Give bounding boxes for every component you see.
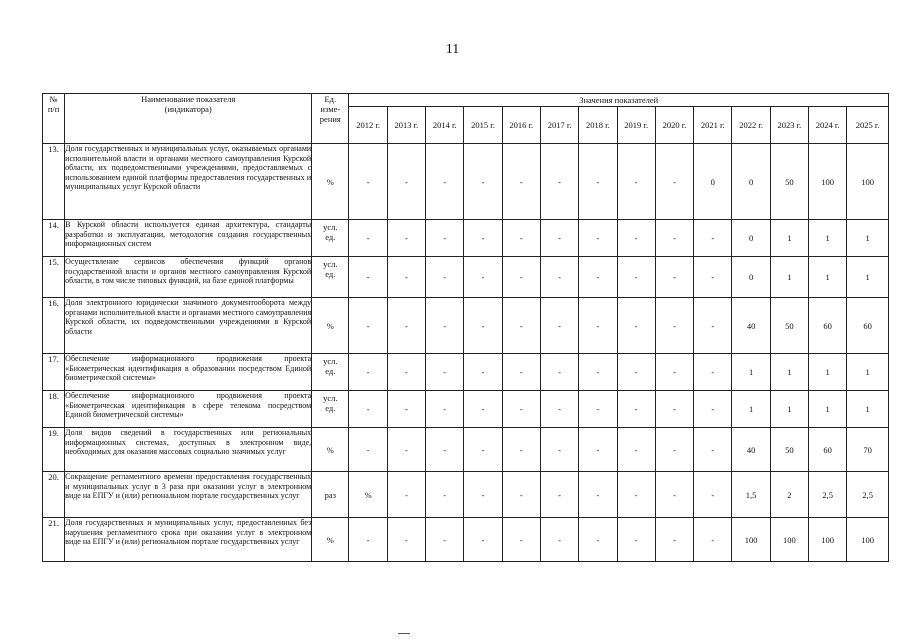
table-row (43, 220, 889, 257)
table-row (43, 354, 889, 391)
indicator-value: - (655, 428, 693, 472)
indicator-value: 1 (809, 354, 847, 391)
indicator-value: 60 (809, 298, 847, 354)
indicator-name: Осуществление сервисов обеспечения функций органов государственной власти и органов местного самоуправления Курской области, в том числе типовых функций, на базе единой платформы (65, 257, 312, 298)
header-year: 2012 г. (349, 107, 387, 144)
indicator-value: 0 (732, 144, 770, 220)
indicator-value: - (579, 144, 617, 220)
indicator-value: % (349, 472, 387, 518)
indicator-value: - (579, 354, 617, 391)
indicator-name: Доля государственных и муниципальных услуг, оказываемых органами исполнительной власти и органами местного самоуправления Курской области, их подведомственными учреждениями, предоставляемых с использованием единой платформы предоставления государственных и муниципальных услуг Курской области (65, 144, 312, 220)
indicator-value: - (349, 428, 387, 472)
row-number: 18. (43, 391, 65, 428)
unit-of-measure: % (312, 298, 349, 354)
indicator-value: - (655, 144, 693, 220)
indicator-value: - (655, 472, 693, 518)
unit-of-measure: раз (312, 472, 349, 518)
header-year: 2021 г. (694, 107, 732, 144)
indicator-value: 50 (770, 298, 808, 354)
row-number: 19. (43, 428, 65, 472)
indicator-value: 1 (847, 220, 889, 257)
indicator-value: - (617, 472, 655, 518)
indicator-value: - (540, 472, 578, 518)
indicator-value: - (540, 298, 578, 354)
indicator-value: 2,5 (847, 472, 889, 518)
indicator-value: 0 (732, 220, 770, 257)
table-row (43, 518, 889, 562)
indicator-name: Доля электронного юридически значимого документооборота между органами исполнительной власти и органами местного самоуправления Курской области, их подведомственными учреждениями в Курской области (65, 298, 312, 354)
indicator-value: - (349, 298, 387, 354)
header-year: 2022 г. (732, 107, 770, 144)
indicator-value: - (387, 144, 425, 220)
indicator-value: - (387, 257, 425, 298)
indicator-value: - (540, 220, 578, 257)
indicator-value: - (655, 354, 693, 391)
indicator-value: - (349, 220, 387, 257)
indicator-value: 1 (847, 391, 889, 428)
indicator-value: - (426, 428, 464, 472)
indicator-value: - (694, 391, 732, 428)
indicator-value: - (387, 472, 425, 518)
indicator-value: - (617, 518, 655, 562)
indicator-value: - (502, 472, 540, 518)
indicator-value: - (655, 298, 693, 354)
indicator-value: 1 (732, 391, 770, 428)
indicator-value: - (387, 428, 425, 472)
unit-of-measure: % (312, 518, 349, 562)
header-name-label: Наименование показателя (индикатора) (141, 94, 236, 114)
indicator-value: - (349, 518, 387, 562)
header-year: 2025 г. (847, 107, 889, 144)
indicator-value: - (655, 518, 693, 562)
indicator-value: - (464, 428, 502, 472)
row-number: 13. (43, 144, 65, 220)
indicator-value: - (617, 354, 655, 391)
row-number: 17. (43, 354, 65, 391)
indicator-value: - (502, 298, 540, 354)
header-year: 2024 г. (809, 107, 847, 144)
indicator-value: 1 (809, 257, 847, 298)
indicator-name: Обеспечение информационного продвижения проекта «Биометрическая идентификация в образовании посредством Единой биометрической системы» (65, 354, 312, 391)
indicator-name: Сокращение регламентного времени предоставления государственных и муниципальных услуг в 3 раза при оказании услуг в электронном виде на ЕПГУ и (или) региональном портале государственных услуг (65, 472, 312, 518)
header-name (65, 94, 312, 144)
indicator-value: - (426, 391, 464, 428)
header-year: 2020 г. (655, 107, 693, 144)
indicator-name: Обеспечение информационного продвижения проекта «Биометрическая идентификация в сфере телекома посредством Единой биометрической системы» (65, 391, 312, 428)
header-year: 2015 г. (464, 107, 502, 144)
indicator-value: 50 (770, 144, 808, 220)
indicator-value: - (694, 472, 732, 518)
indicator-value: 2 (770, 472, 808, 518)
indicator-value: - (426, 257, 464, 298)
header-values-title: Значения показателей (349, 94, 889, 107)
indicator-value: - (540, 391, 578, 428)
indicator-value: 100 (847, 518, 889, 562)
indicator-value: 1 (809, 391, 847, 428)
header-year: 2014 г. (426, 107, 464, 144)
header-year: 2023 г. (770, 107, 808, 144)
indicator-value: - (387, 518, 425, 562)
indicator-value: - (426, 518, 464, 562)
indicator-value: 1,5 (732, 472, 770, 518)
indicator-value: - (617, 257, 655, 298)
unit-of-measure: усл. ед. (312, 220, 349, 257)
indicator-value: - (540, 354, 578, 391)
indicator-value: 1 (809, 220, 847, 257)
row-number: 14. (43, 220, 65, 257)
indicator-value: 40 (732, 298, 770, 354)
indicator-value: 100 (847, 144, 889, 220)
header-year: 2013 г. (387, 107, 425, 144)
indicator-value: 1 (770, 391, 808, 428)
table-row (43, 144, 889, 220)
indicator-value: - (387, 298, 425, 354)
indicator-value: - (694, 354, 732, 391)
indicator-value: 70 (847, 428, 889, 472)
indicator-value: - (349, 257, 387, 298)
indicator-value: 1 (847, 257, 889, 298)
indicator-value: - (694, 518, 732, 562)
indicator-value: - (694, 298, 732, 354)
indicator-value: - (617, 428, 655, 472)
indicator-value: 40 (732, 428, 770, 472)
indicator-value: - (502, 391, 540, 428)
indicator-value: 50 (770, 428, 808, 472)
indicator-value: - (694, 428, 732, 472)
indicator-value: - (464, 220, 502, 257)
indicator-value: 1 (770, 257, 808, 298)
header-row-top (43, 94, 889, 107)
indicator-value: - (502, 428, 540, 472)
indicator-name: В Курской области используется единая архитектура, стандарты разработки и эксплуатации, методология создания государственных информационных систем (65, 220, 312, 257)
indicator-value: - (502, 354, 540, 391)
indicator-value: - (426, 298, 464, 354)
header-year: 2016 г. (502, 107, 540, 144)
row-number: 16. (43, 298, 65, 354)
indicator-value: 100 (809, 144, 847, 220)
indicator-value: - (579, 472, 617, 518)
unit-of-measure: усл. ед. (312, 391, 349, 428)
row-number: 20. (43, 472, 65, 518)
indicator-value: - (464, 257, 502, 298)
row-number: 15. (43, 257, 65, 298)
indicator-value: - (502, 518, 540, 562)
indicator-value: - (579, 518, 617, 562)
header-year: 2019 г. (617, 107, 655, 144)
indicator-value: - (617, 391, 655, 428)
header-num-label: № п/п (47, 94, 60, 114)
row-number: 21. (43, 518, 65, 562)
indicator-value: 0 (694, 144, 732, 220)
indicator-value: - (655, 257, 693, 298)
indicator-value: - (617, 144, 655, 220)
indicator-value: 100 (770, 518, 808, 562)
indicator-value: - (426, 472, 464, 518)
indicator-value: - (579, 298, 617, 354)
indicator-value: - (579, 391, 617, 428)
indicator-value: - (655, 391, 693, 428)
indicator-value: - (349, 144, 387, 220)
indicator-value: - (387, 220, 425, 257)
indicator-value: - (540, 257, 578, 298)
indicator-value: - (426, 144, 464, 220)
indicator-value: - (464, 518, 502, 562)
header-unit-label: Ед. изме- рения (319, 94, 341, 124)
indicator-value: 1 (732, 354, 770, 391)
table-body (43, 144, 889, 562)
indicator-value: - (387, 354, 425, 391)
table-row (43, 472, 889, 518)
indicator-value: - (464, 391, 502, 428)
table-row (43, 391, 889, 428)
indicator-value: - (694, 220, 732, 257)
indicator-value: - (694, 257, 732, 298)
header-unit (312, 94, 349, 144)
indicator-value: - (464, 472, 502, 518)
indicator-value: - (349, 391, 387, 428)
indicator-value: - (617, 220, 655, 257)
indicator-value: - (387, 391, 425, 428)
indicator-value: - (464, 298, 502, 354)
indicator-value: - (502, 220, 540, 257)
table-row (43, 257, 889, 298)
indicator-value: 100 (809, 518, 847, 562)
indicator-value: 60 (847, 298, 889, 354)
table-row (43, 298, 889, 354)
indicator-value: - (464, 144, 502, 220)
indicator-value: - (426, 220, 464, 257)
header-year: 2017 г. (540, 107, 578, 144)
indicator-value: 1 (847, 354, 889, 391)
indicator-value: 1 (770, 354, 808, 391)
unit-of-measure: % (312, 144, 349, 220)
indicator-value: - (464, 354, 502, 391)
scan-mark (398, 633, 410, 634)
indicator-value: - (540, 518, 578, 562)
indicator-value: 1 (770, 220, 808, 257)
page-number: 11 (445, 42, 460, 57)
header-num (43, 94, 65, 144)
indicator-value: - (502, 144, 540, 220)
header-year: 2018 г. (579, 107, 617, 144)
indicator-value: - (579, 220, 617, 257)
indicator-name: Доля видов сведений в государственных или региональных информационных системах, доступных в электронном виде, необходимых для оказания массовых социально значимых услуг (65, 428, 312, 472)
indicator-name: Доля государственных и муниципальных услуг, предоставленных без нарушения регламентного срока при оказании услуг в электронном виде на ЕПГУ и (или) региональном портале государственных услуг (65, 518, 312, 562)
indicator-value: 60 (809, 428, 847, 472)
indicator-value: - (349, 354, 387, 391)
indicator-value: - (579, 428, 617, 472)
indicator-value: 2,5 (809, 472, 847, 518)
unit-of-measure: усл. ед. (312, 257, 349, 298)
indicator-value: - (617, 298, 655, 354)
unit-of-measure: % (312, 428, 349, 472)
indicator-value: - (655, 220, 693, 257)
indicator-value: - (579, 257, 617, 298)
indicator-value: 100 (732, 518, 770, 562)
indicators-table (42, 93, 889, 562)
indicator-value: - (540, 144, 578, 220)
table-row (43, 428, 889, 472)
indicator-value: - (540, 428, 578, 472)
indicator-value: - (426, 354, 464, 391)
unit-of-measure: усл. ед. (312, 354, 349, 391)
indicator-value: - (502, 257, 540, 298)
indicator-value: 0 (732, 257, 770, 298)
